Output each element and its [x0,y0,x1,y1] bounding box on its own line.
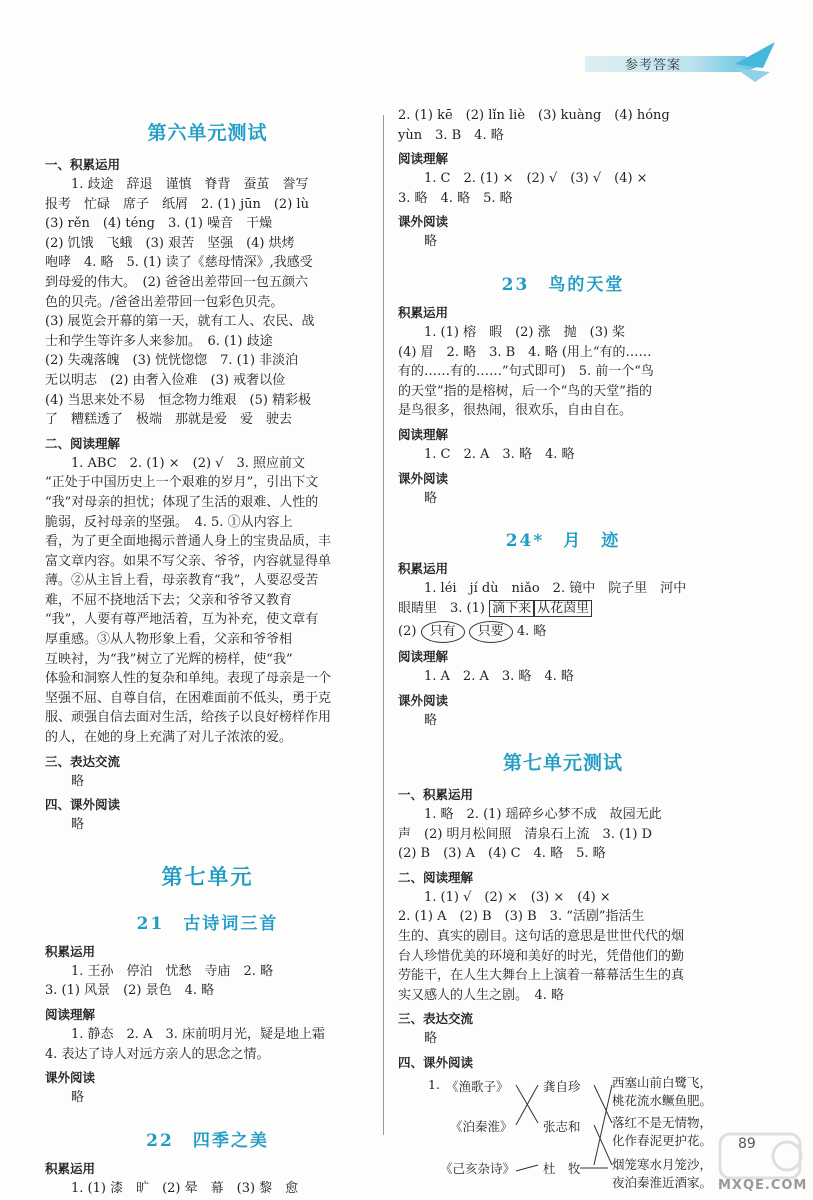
column-divider [383,115,384,1135]
text-line: 劳能干，在人生大舞台上上演着一幕幕活生生的真 [398,968,685,984]
text-line: 1. C 2. A 3. 略 4. 略 [424,446,575,462]
text-line: 坚强不屈、自尊自信，在困难面前不低头，勇于克 [45,690,332,706]
text-line: 士和学生等许多人来参加。 6. (1) 歧途 [45,333,273,349]
lesson21-title: 21 古诗词三首 [136,913,279,934]
text-line: 薄。②从主旨上看，母亲教育“我”，人要忍受苦 [45,573,319,589]
text-line: 的天堂”指的是榕树，后一个“鸟的天堂”指的 [398,383,652,399]
watermark-text: MXQE.COM [718,1178,808,1193]
page-number: 89 [738,1136,756,1152]
section-label: 积累运用 [398,304,449,320]
text-fragment: (2) [398,624,417,640]
text-line: (3) 展览会开幕的第一天，就有工人、农民、战 [45,314,315,330]
text-line: 略 [71,1090,85,1106]
text-line: 略 [424,234,438,250]
boxed-answer: 从花茵里 [534,600,592,617]
poet-name: 张志和 [543,1119,581,1135]
match-number: 1. [428,1077,440,1093]
text-line: 服、顽强自信去面对生活，给孩子以良好榜样作用 [45,710,332,726]
section-label: 阅读理解 [398,648,449,664]
poem-line: 夜泊秦淮近酒家。 [612,1175,713,1191]
text-line: 1. 静态 2. A 3. 床前明月光，疑是地上霜 [71,1027,325,1042]
section-label: 课外阅读 [398,692,449,708]
text-line: 报考 忙碌 席子 纸屑 2. (1) jūn (2) lù [45,196,309,212]
text-line: (3) rěn (4) téng 3. (1) 噪音 干燥 [45,216,273,232]
text-line: 3. 略 4. 略 5. 略 [398,190,513,206]
section-label: 一、积累运用 [45,157,121,172]
text-line: 略 [424,1031,438,1047]
right-column [398,106,728,1191]
section-label: 积累运用 [45,1160,96,1176]
text-line: 的人，在她的身上充满了对儿子浓浓的爱。 [45,730,293,746]
text-line: 咆哮 4. 略 5. (1) 读了《慈母情深》,我感受 [45,255,313,271]
text-line: 1. (1) √ (2) × (3) × (4) × [424,889,611,905]
section-label: 一、积累运用 [398,787,474,803]
unit6-test-title: 第六单元测试 [147,122,268,144]
lesson23-title: 23 鸟的天堂 [501,274,625,295]
text-line: 声 (2) 明月松间照 清泉石上流 3. (1) D [398,826,653,842]
section-label: 积累运用 [398,561,449,577]
text-line: 实又感人的人生之剧。 4. 略 [398,987,565,1003]
badge-label: 参考答案 [625,57,682,73]
text-line: 1. (1) 榕 暇 (2) 涨 抛 (3) 桨 [424,324,626,340]
text-line: 难，不屈不挠地活下去；父亲和爷爷又教育 [45,592,293,608]
text-fragment: 4. 略 [516,624,547,640]
left-column [45,100,370,1198]
text-line: “我”，人要有尊严地活着，互为补充，使文章有 [45,612,319,628]
poem-title: 《渔歌子》 [446,1079,509,1095]
text-line: (2) 失魂落魄 (3) 恍恍惚惚 7. (1) 非淡泊 [45,353,299,369]
poem-line: 西塞山前白鹭飞， [612,1075,713,1091]
text-fragment: 眼睛里 3. (1) [398,600,485,616]
text-line [398,621,728,643]
text-line: 互映衬，为“我”树立了光辉的榜样，使“我” [45,651,293,667]
section-label: 四、课外阅读 [45,797,121,813]
text-line: 略 [424,712,438,728]
section-label: 阅读理解 [398,151,449,167]
section-label: 课外阅读 [398,470,449,486]
text-line: 1. 略 2. (1) 瑶碎乡心梦不成 故园无此 [424,807,662,823]
text-line: 略 [71,817,85,833]
section-label: 二、阅读理解 [45,435,121,451]
boxed-answer: 滴下来 [489,600,534,617]
text-line: 3. (1) 风景 (2) 景色 4. 略 [45,983,215,999]
text-line: (4) 眉 2. 略 3. B 4. 略 (用上“有的…… [398,344,652,360]
section-label: 三、表达交流 [45,753,121,769]
text-line: (4) 当思来处不易 恒念物力维艰 (5) 精彩极 [45,392,312,408]
unit7-test-title: 第七单元测试 [502,752,623,775]
section-label: 课外阅读 [398,214,449,230]
section-label: 二、阅读理解 [398,869,474,885]
text-line: “我”对母亲的担忧；体现了生活的艰难、人性的 [45,494,319,510]
text-line: 2. (1) A (2) B (3) B 3. “活剧”指活生 [398,909,645,925]
text-line: (2) B (3) A (4) C 4. 略 5. 略 [398,846,606,862]
poet-name: 杜 牧 [543,1161,581,1177]
section-label: 阅读理解 [45,1007,96,1022]
text-line: 1. léi jí dù niǎo 2. 镜中 院子里 河中 [424,581,687,597]
text-line: 略 [71,773,85,789]
lesson22-title: 22 四季之美 [146,1130,269,1151]
section-label: 三、表达交流 [398,1011,474,1027]
text-line: 2. (1) kē (2) lǐn liè (3) kuàng (4) hóng [398,108,670,123]
text-line: 是鸟很多，很热闹，很欢乐，自由自在。 [398,403,633,419]
text-line: yùn 3. B 4. 略 [398,127,504,143]
text-line: 了 糟糕透了 极端 那就是爱 爱 驶去 [45,412,293,428]
text-line: (2) 饥饿 飞蛾 (3) 艰苦 坚强 (4) 烘烤 [45,235,295,251]
poet-name: 龚自珍 [543,1079,581,1095]
text-line: 富文章内容。如果不写父亲、爷爷，内容就显得单 [45,553,332,569]
section-label: 阅读理解 [398,426,449,442]
unit7-title: 第七单元 [161,863,254,889]
text-line: 1. ABC 2. (1) × (2) √ 3. 照应前文 [71,455,306,471]
poem-line: 落红不是无情物， [612,1115,713,1131]
text-line: 到母爱的伟大。 (2) 爸爸出差带回一包五颜六 [45,274,309,290]
text-line: 无以明志 (2) 由奢入俭难 (3) 戒奢以俭 [45,372,286,388]
section-label: 四、课外阅读 [398,1055,474,1071]
text-line: 1. A 2. A 3. 略 4. 略 [424,668,574,684]
text-line: 生的、真实的剧目。这句话的意思是世世代代的烟 [398,929,685,945]
section-label: 积累运用 [45,943,96,959]
poem-line: 化作春泥更护花。 [612,1133,713,1149]
text-line: 台人珍惜优美的环境和美好的时光，凭借他们的勤 [398,948,685,964]
lesson24-title: 24* 月 迹 [505,531,621,552]
poem-title: 《泊秦淮》 [450,1119,513,1135]
poem-line: 烟笼寒水月笼沙， [612,1157,713,1173]
text-line: 1. 王孙 停泊 忧愁 寺庙 2. 略 [71,963,274,979]
circled-answer: 只要 [469,621,513,643]
text-line: 有的……有的……”句式即可) 5. 前一个“鸟 [398,364,654,380]
text-line: 脆弱，反衬母亲的坚强。 4. 5. ①从内容上 [45,514,293,530]
poem-title: 《己亥杂诗》 [440,1161,516,1177]
text-line: 厚重感。③从人物形象上看，父亲和爷爷相 [45,632,293,648]
text-line: 体验和洞察人性的复杂和单纯。表现了母亲是一个 [45,671,332,687]
text-line: 4. 表达了诗人对远方亲人的思念之情。 [45,1046,270,1062]
text-line: 色的贝壳。/爸爸出差带回一包彩色贝壳。 [45,294,284,310]
text-line: 1. 歧途 辞退 谨慎 脊背 蚕茧 誊写 [71,177,309,192]
text-line [398,599,728,619]
text-line: 1. (1) 漆 旷 (2) 晕 幕 (3) 黎 愈 [71,1180,299,1196]
text-line: 略 [424,490,438,506]
circled-answer: 只有 [421,621,465,643]
header-badge [585,42,775,84]
text-line: 1. C 2. (1) × (2) √ (3) √ (4) × [424,171,648,187]
section-label: 课外阅读 [45,1070,96,1086]
text-line: “正处于中国历史上一个艰难的岁月”，引出下文 [45,475,319,491]
matching-diagram [398,1073,728,1191]
poem-line: 桃花流水鳜鱼肥。 [612,1093,713,1109]
text-line: 看，为了更全面地揭示普通人身上的宝贵品质，丰 [45,534,332,550]
